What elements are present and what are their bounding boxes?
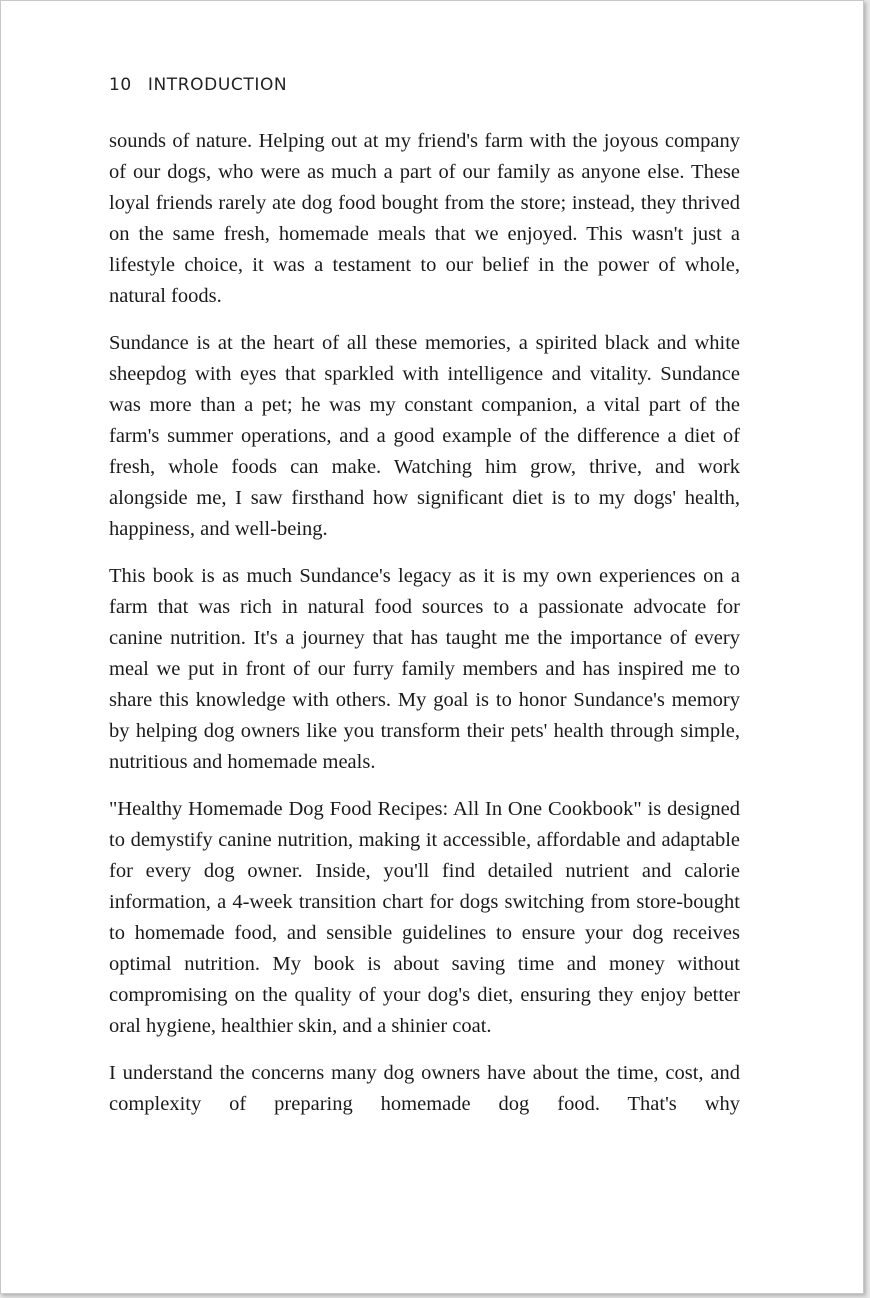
section-title: INTRODUCTION <box>147 75 288 95</box>
paragraph: This book is as much Sundance's legacy as it is my own experiences on a farm that was rich in natural food sources to a passionate advocate for canine nutrition. It's a journey that has taught me the importance of every meal we put in front of our furry family members and has inspired me to share this knowledge with others. My goal is to honor Sundance's memory by helping dog owners like you transform their pets' health through simple, nutritious and homemade meals. <box>109 565 740 773</box>
page-number: 10 <box>109 75 132 95</box>
paragraph: sounds of nature. Helping out at my friend's farm with the joyous company of our dogs, who were as much a part of our family as anyone else. These loyal friends rarely ate dog food bought from the store; instead, they thrived on the same fresh, homemade meals that we enjoyed. This wasn't just a lifestyle choice, it was a testament to our belief in the power of whole, natural foods. <box>109 130 740 307</box>
running-header <box>109 75 287 95</box>
body-text <box>109 126 740 1120</box>
paragraph: "Healthy Homemade Dog Food Recipes: All In One Cookbook" is designed to demystify canine nutrition, making it accessible, affordable and adaptable for every dog owner. Inside, you'll find detailed nutrient and calorie information, a 4-week transition chart for dogs switching from store-bought to homemade food, and sensible guidelines to ensure your dog receives optimal nutrition. My book is about saving time and money without compromising on the quality of your dog's diet, ensuring they enjoy better oral hygiene, healthier skin, and a shinier coat. <box>109 798 740 1037</box>
paragraph: Sundance is at the heart of all these memories, a spirited black and white sheepdog with eyes that sparkled with intelligence and vitality. Sundance was more than a pet; he was my constant companion, a vital part of the farm's summer operations, and a good example of the difference a diet of fresh, whole foods can make. Watching him grow, thrive, and work alongside me, I saw firsthand how significant diet is to my dogs' health, happiness, and well-being. <box>109 332 740 540</box>
paragraph: I understand the concerns many dog owners have about the time, cost, and complexity of preparing homemade dog food. That's why <box>109 1062 740 1115</box>
